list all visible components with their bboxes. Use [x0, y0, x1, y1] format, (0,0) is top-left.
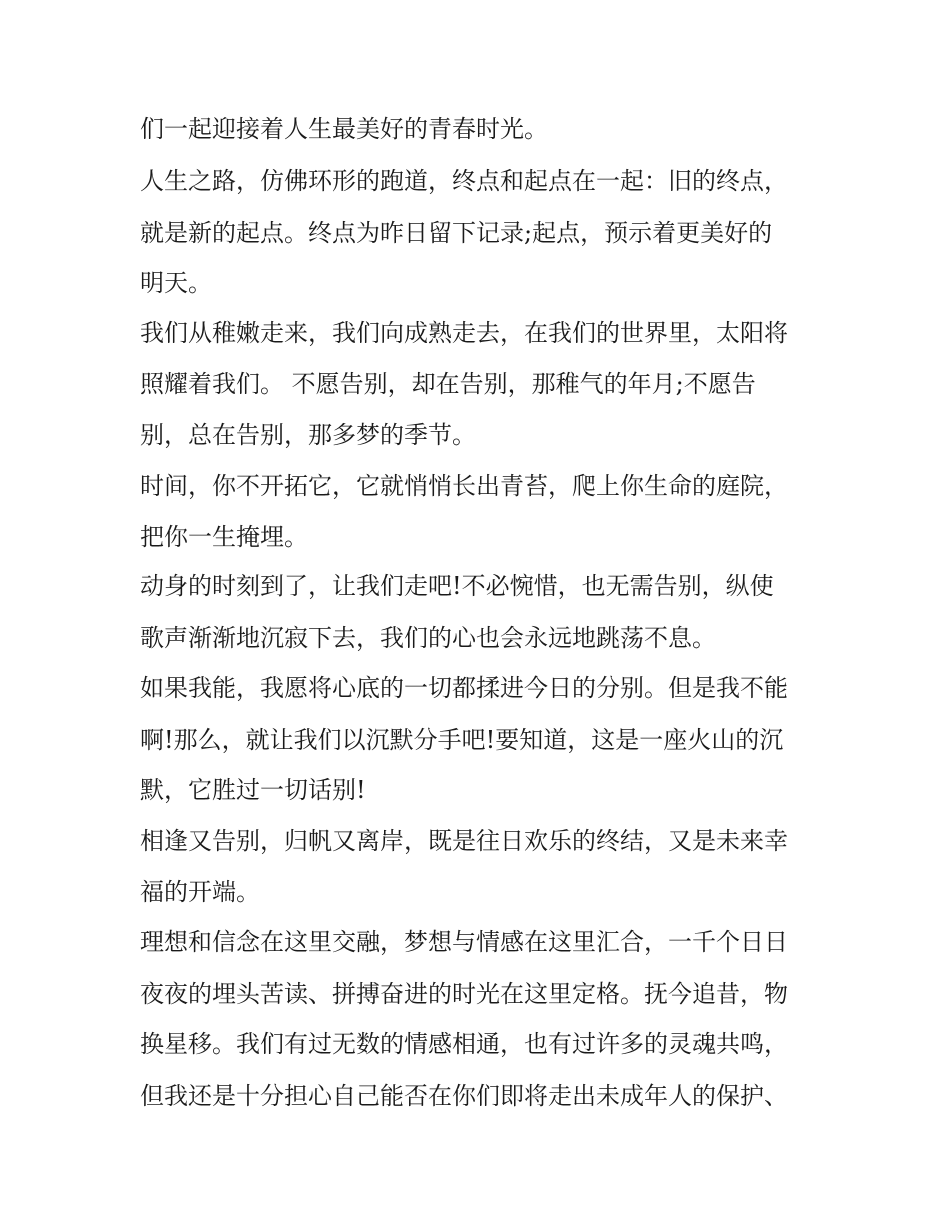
- text-line: 但我还是十分担心自己能否在你们即将走出未成年人的保护、: [140, 1082, 788, 1110]
- text-line: 时间，你不开拓它，它就悄悄长出青苔，爬上你生命的庭院，: [140, 472, 788, 500]
- text-line: 相逢又告别，归帆又离岸，既是往日欢乐的终结，又是未来幸: [140, 827, 788, 855]
- text-line: 歌声渐渐地沉寂下去，我们的心也会永远地跳荡不息。: [140, 624, 716, 652]
- text-line: 默，它胜过一切话别!: [140, 776, 366, 804]
- text-line: 福的开端。: [140, 878, 260, 906]
- text-line: 理想和信念在这里交融，梦想与情感在这里汇合，一千个日日: [140, 928, 788, 956]
- text-line: 啊!那么，就让我们以沉默分手吧!要知道，这是一座火山的沉: [140, 726, 784, 754]
- text-line: 别，总在告别，那多梦的季节。: [140, 421, 476, 449]
- text-line: 照耀着我们。 不愿告别，却在告别，那稚气的年月;不愿告: [140, 370, 756, 398]
- text-line: 夜夜的埋头苦读、拼搏奋进的时光在这里定格。抚今追昔，物: [140, 980, 788, 1008]
- text-line: 我们从稚嫩走来，我们向成熟走去，在我们的世界里，太阳将: [140, 319, 788, 347]
- text-line: 动身的时刻到了，让我们走吧!不必惋惜，也无需告别，纵使: [140, 572, 774, 600]
- text-line: 换星移。我们有过无数的情感相通，也有过许多的灵魂共鸣，: [140, 1030, 788, 1058]
- text-line: 明天。: [140, 269, 212, 297]
- text-line: 把你一生掩埋。: [140, 523, 308, 551]
- text-line: 就是新的起点。终点为昨日留下记录;起点，预示着更美好的: [140, 219, 773, 247]
- text-line: 人生之路，仿佛环形的跑道，终点和起点在一起：旧的终点，: [140, 167, 788, 195]
- text-line: 如果我能，我愿将心底的一切都揉进今日的分别。但是我不能: [140, 674, 788, 702]
- text-line: 们一起迎接着人生最美好的青春时光。: [140, 115, 548, 143]
